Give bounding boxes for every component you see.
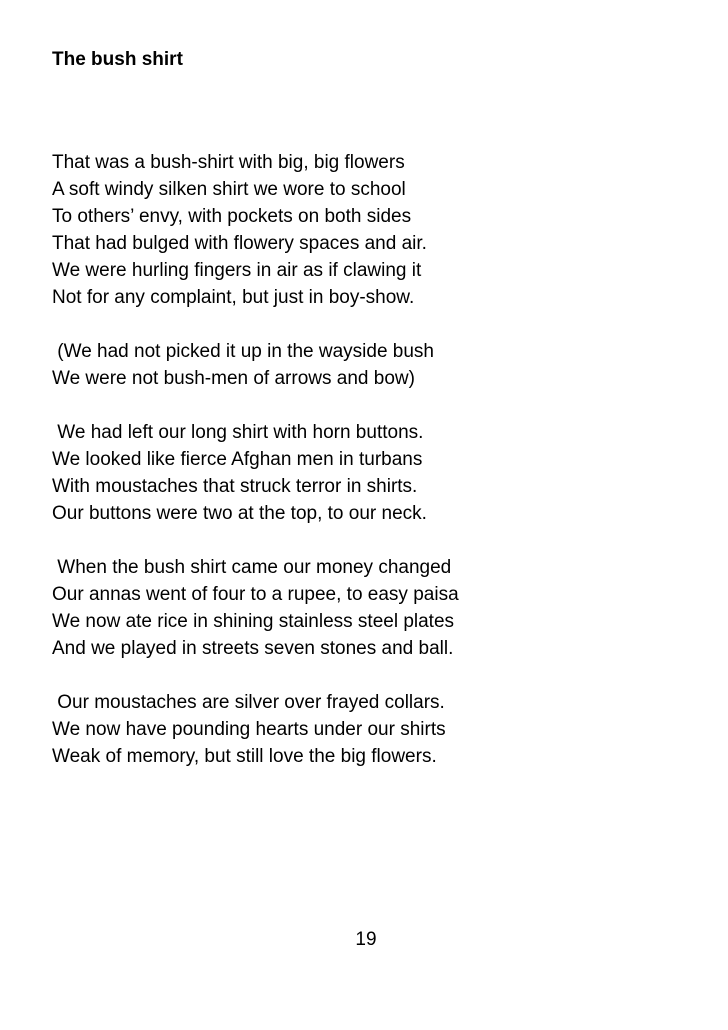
- poem-line: Our annas went of four to a rupee, to easy paisa: [52, 584, 459, 605]
- poem-line: Not for any complaint, but just in boy-show.: [52, 287, 415, 308]
- poem-line: That had bulged with flowery spaces and air.: [52, 233, 427, 254]
- poem-title: The bush shirt: [52, 49, 183, 70]
- stanza: [52, 419, 459, 527]
- poem-line: We looked like fierce Afghan men in turbans: [52, 449, 423, 470]
- poem-line: We now ate rice in shining stainless steel plates: [52, 611, 455, 632]
- stanza: [52, 689, 459, 770]
- poem-line: And we played in streets seven stones and ball.: [52, 638, 454, 659]
- poem-line: We were hurling fingers in air as if clawing it: [52, 260, 422, 281]
- poem-line: That was a bush-shirt with big, big flowers: [52, 152, 405, 173]
- poem-line: Our buttons were two at the top, to our neck.: [52, 503, 427, 524]
- poem-line: To others’ envy, with pockets on both sides: [52, 206, 412, 227]
- stanza: [52, 554, 459, 662]
- poem-line: A soft windy silken shirt we wore to school: [52, 179, 406, 200]
- poem-line: Weak of memory, but still love the big flowers.: [52, 746, 437, 767]
- poem-line: With moustaches that struck terror in shirts.: [52, 476, 418, 497]
- poem-line: We now have pounding hearts under our shirts: [52, 719, 446, 740]
- stanza: [52, 149, 459, 311]
- poem-line: Our moustaches are silver over frayed collars.: [52, 692, 445, 713]
- poem-line: When the bush shirt came our money changed: [52, 557, 452, 578]
- poem-line: (We had not picked it up in the wayside bush: [52, 341, 434, 362]
- poem-body: [52, 149, 459, 797]
- page-number: 19: [355, 929, 377, 950]
- poem-line: We had left our long shirt with horn buttons.: [52, 422, 424, 443]
- stanza: [52, 338, 459, 392]
- poem-line: We were not bush-men of arrows and bow): [52, 368, 415, 389]
